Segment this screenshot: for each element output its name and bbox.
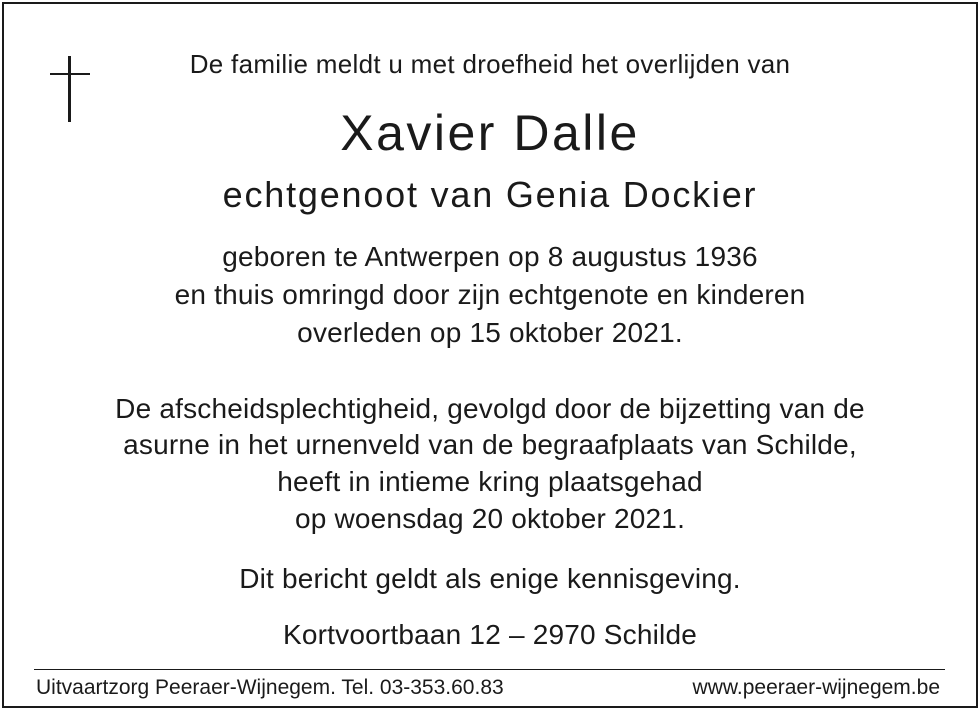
death-line: overleden op 15 oktober 2021. (297, 317, 683, 348)
deceased-name: Xavier Dalle (340, 105, 640, 161)
undertaker-info: Uitvaartzorg Peeraer-Wijnegem. Tel. 03-353.60.83 (36, 676, 504, 699)
website-link[interactable]: www.peeraer-wijnegem.be (692, 676, 940, 699)
ceremony-line-4: op woensdag 20 oktober 2021. (294, 503, 686, 534)
birth-line: geboren te Antwerpen op 8 augustus 1936 (222, 241, 758, 272)
footer-divider (34, 669, 945, 670)
ceremony-line-1: De afscheidsplechtigheid, gevolgd door de bijzetting van de (115, 393, 865, 424)
ceremony-line-2: asurne in het urnenveld van de begraafplaats van Schilde, (123, 429, 857, 460)
circumstance-line: en thuis omringd door zijn echtgenote en kinderen (174, 279, 806, 310)
ceremony-line-3: heeft in intieme kring plaatsgehad (277, 466, 703, 497)
address-line: Kortvoortbaan 12 – 2970 Schilde (282, 619, 698, 650)
spouse-line: echtgenoot van Genia Dockier (222, 174, 758, 215)
intro-text: De familie meldt u met droefheid het overlijden van (189, 49, 791, 79)
notice-line: Dit bericht geldt als enige kennisgeving. (239, 563, 741, 594)
